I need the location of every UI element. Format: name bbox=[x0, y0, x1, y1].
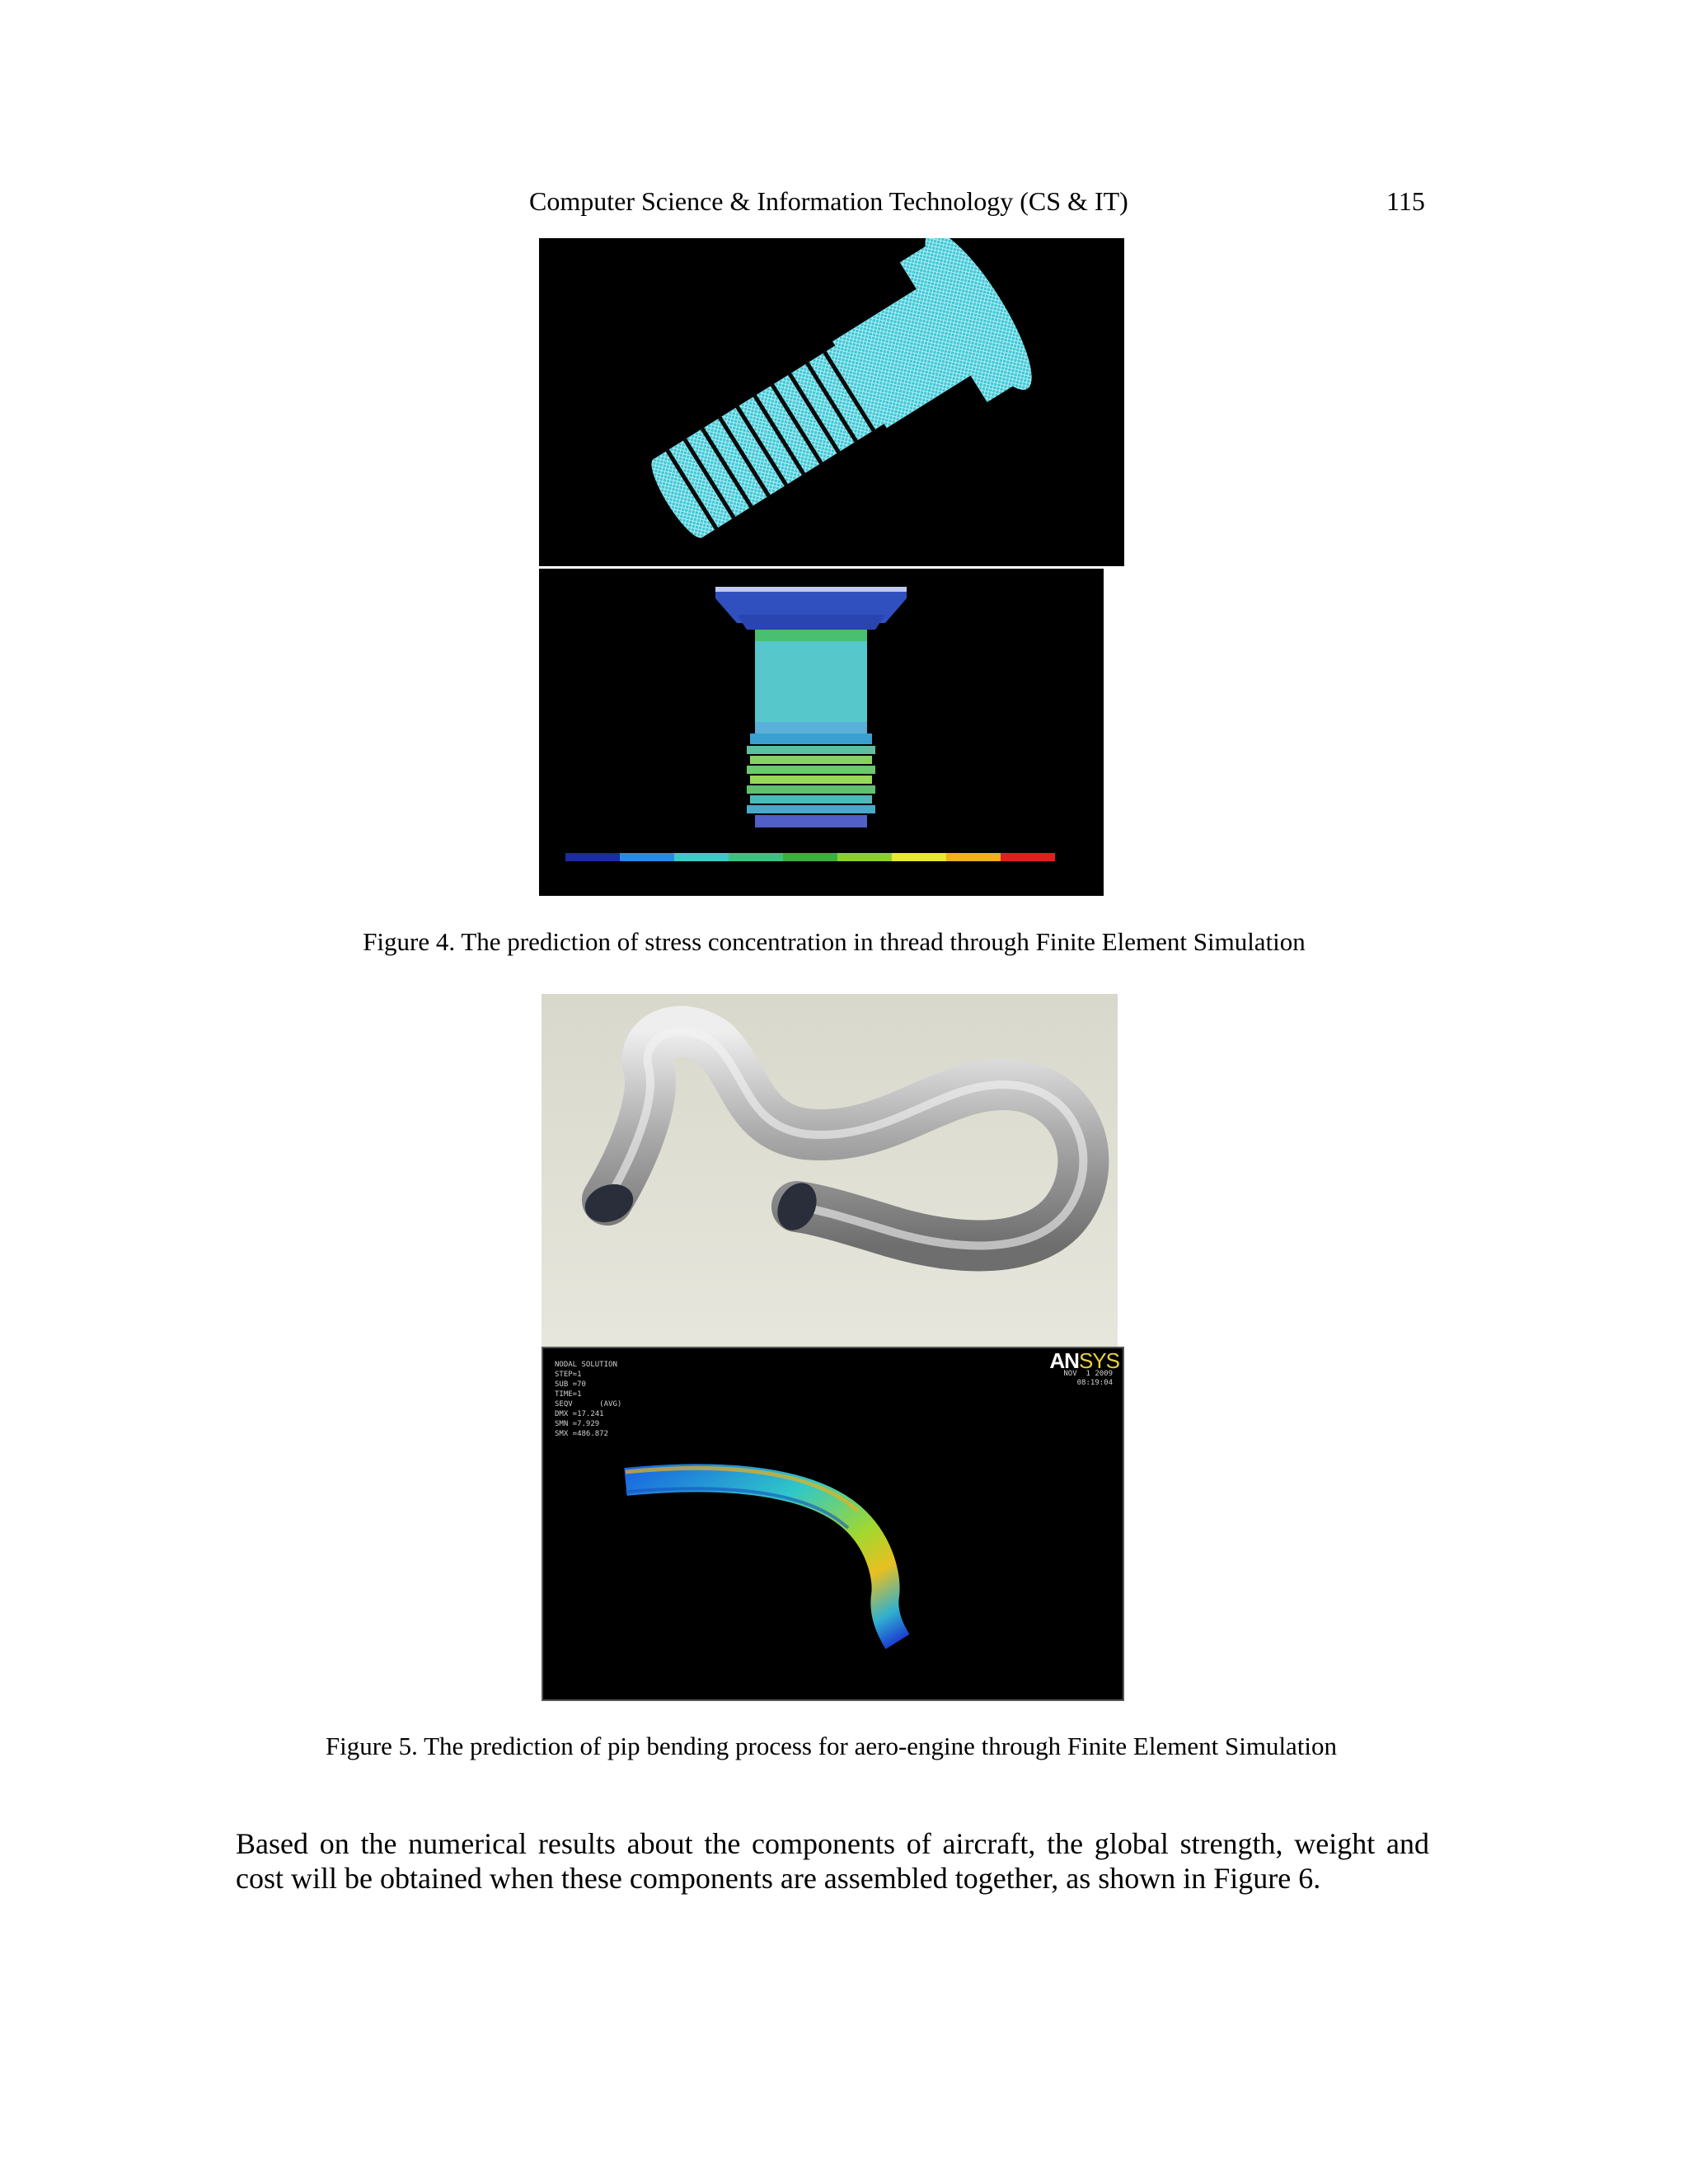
figure-5-ansys-image bbox=[542, 1347, 1124, 1701]
ansys-info-line: SUB =70 bbox=[555, 1380, 586, 1389]
figure-4-mesh-image bbox=[539, 238, 1124, 566]
ansys-info-line: SEQV (AVG) bbox=[555, 1400, 622, 1408]
ansys-date: NOV 1 2009 bbox=[1063, 1370, 1113, 1378]
ansys-info-line: TIME=1 bbox=[555, 1390, 582, 1399]
ansys-logo-an: AN bbox=[1049, 1348, 1079, 1373]
figure-4-stress-image bbox=[539, 569, 1104, 896]
ansys-info-line: SMN =7.929 bbox=[555, 1420, 600, 1428]
ansys-info-line: SMX =486.872 bbox=[555, 1430, 609, 1438]
figure-4-caption: Figure 4. The prediction of stress concentration in thread through Finite Element Simulation bbox=[363, 927, 1306, 956]
figure-5-caption: Figure 5. The prediction of pip bending process for aero-engine through Finite Element Simulation bbox=[325, 1732, 1338, 1760]
body-paragraph: Based on the numerical results about the components of aircraft, the global strength, weight and cost will be obtained when these components are assembled together, as shown in Figure 6. bbox=[236, 1827, 1429, 1895]
ansys-logo-sys: SYS bbox=[1078, 1348, 1119, 1373]
running-header-title: Computer Science & Information Technology (CS & IT) bbox=[529, 186, 1128, 216]
figure-5-pipe-photo bbox=[542, 994, 1118, 1347]
ansys-info-line: DMX =17.241 bbox=[555, 1410, 604, 1418]
ansys-info-line: STEP=1 bbox=[555, 1371, 582, 1379]
ansys-info-line: NODAL SOLUTION bbox=[555, 1361, 617, 1369]
ansys-time: 08:19:04 bbox=[1076, 1379, 1113, 1387]
page-number: 115 bbox=[1386, 186, 1425, 216]
